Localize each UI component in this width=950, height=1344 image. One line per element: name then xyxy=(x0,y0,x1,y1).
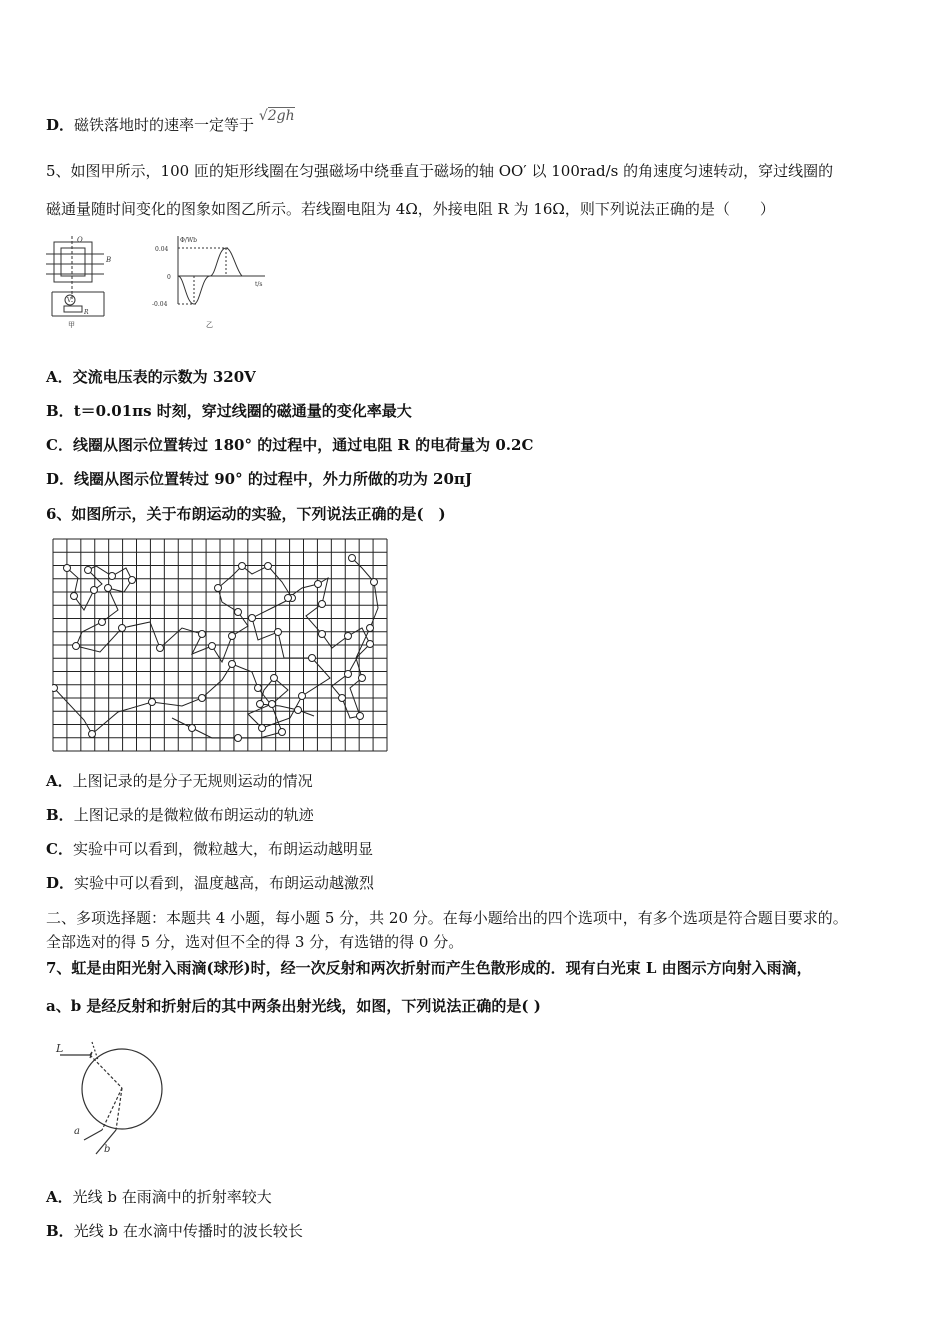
particle-marker xyxy=(64,565,71,572)
coil-figure xyxy=(44,232,124,332)
caption-jia: 甲 xyxy=(68,321,75,329)
particle-marker xyxy=(73,643,80,650)
particle-marker xyxy=(239,563,246,570)
particle-marker xyxy=(235,609,242,616)
option-text: 磁铁落地时的速率一定等于 xyxy=(74,116,255,134)
particle-marker xyxy=(295,707,302,714)
x-axis-label: t/s xyxy=(255,281,263,288)
particle-marker xyxy=(71,593,78,600)
tick-zero: 0 xyxy=(167,274,171,281)
particle-marker xyxy=(229,661,236,668)
particle-marker xyxy=(271,675,278,682)
option-prefix: D． xyxy=(46,116,75,134)
particle-marker xyxy=(215,585,222,592)
tick-pos: 0.04 xyxy=(155,246,169,253)
particle-marker xyxy=(52,685,58,692)
particle-marker xyxy=(99,619,106,626)
particle-marker xyxy=(89,731,96,738)
particle-marker xyxy=(319,631,326,638)
particle-marker xyxy=(269,701,276,708)
particle-marker xyxy=(339,695,346,702)
particle-marker xyxy=(345,633,352,640)
section2-line2: 全部选对的得 5 分，选对但不全的得 3 分，有选错的得 0 分。 xyxy=(46,933,464,951)
raindrop-figure xyxy=(52,1036,172,1162)
particle-marker xyxy=(367,625,374,632)
particle-marker xyxy=(257,701,264,708)
particle-marker xyxy=(105,585,112,592)
particle-marker xyxy=(359,675,366,682)
label-b: b xyxy=(104,1144,111,1155)
caption-yi: 乙 xyxy=(206,321,213,329)
particle-marker xyxy=(299,693,306,700)
sqrt-formula: √2gh xyxy=(258,108,295,124)
q7-option-b: B．光线 b 在水滴中传播时的波长较长 xyxy=(46,1222,303,1240)
particle-marker xyxy=(345,671,352,678)
particle-marker xyxy=(199,631,206,638)
particle-marker xyxy=(91,587,98,594)
particle-marker xyxy=(189,725,196,732)
particle-marker xyxy=(119,625,126,632)
particle-marker xyxy=(85,567,92,574)
particle-marker xyxy=(357,713,364,720)
particle-marker xyxy=(275,629,282,636)
particle-marker xyxy=(255,685,262,692)
q5-stem-line1: 5、如图甲所示，100 匝的矩形线圈在匀强磁场中绕垂直于磁场的轴 OO′ 以 100rad/s 的角速度匀速转动，穿过线圈的 xyxy=(46,162,834,180)
particle-marker xyxy=(149,699,156,706)
label-o: O xyxy=(77,236,83,244)
tick-neg: -0.04 xyxy=(152,301,168,308)
particle-marker xyxy=(265,563,272,570)
particle-marker xyxy=(371,579,378,586)
brownian-grid xyxy=(52,538,388,752)
q5-option-b: B．t＝0.01πs 时刻，穿过线圈的磁通量的变化率最大 xyxy=(46,402,412,420)
particle-marker xyxy=(199,695,206,702)
q7-stem-line1: 7、虹是由阳光射入雨滴(球形)时，经一次反射和两次折射而产生色散形成的．现有白光束 L 由图示方向射入雨滴， xyxy=(46,959,812,977)
particle-marker xyxy=(349,555,356,562)
particle-marker xyxy=(319,601,326,608)
particle-marker xyxy=(157,645,164,652)
particle-marker xyxy=(129,577,136,584)
particle-marker xyxy=(209,643,216,650)
label-a: a xyxy=(74,1126,80,1137)
particle-marker xyxy=(229,633,236,640)
q6-option-d: D．实验中可以看到，温度越高，布朗运动越激烈 xyxy=(46,874,375,892)
particle-marker xyxy=(367,641,374,648)
flux-graph xyxy=(150,232,275,332)
particle-marker xyxy=(259,725,266,732)
q6-option-a: A．上图记录的是分子无规则运动的情况 xyxy=(46,772,313,790)
q6-stem: 6、如图所示，关于布朗运动的实验，下列说法正确的是( ) xyxy=(46,505,446,523)
q6-option-c: C．实验中可以看到，微粒越大，布朗运动越明显 xyxy=(46,840,373,858)
particle-marker xyxy=(309,655,316,662)
label-v: V xyxy=(67,297,72,304)
particle-marker xyxy=(279,729,286,736)
particle-marker xyxy=(109,573,116,580)
q7-stem-line2: a、b 是经反射和折射后的其中两条出射光线，如图，下列说法正确的是( ) xyxy=(46,997,541,1015)
label-b: B xyxy=(106,256,112,264)
particle-marker xyxy=(235,735,242,742)
q5-stem-line2: 磁通量随时间变化的图象如图乙所示。若线圈电阻为 4Ω，外接电阻 R 为 16Ω，则下列说法正确的是（ ） xyxy=(46,200,775,218)
q5-option-a: A．交流电压表的示数为 320V xyxy=(46,368,256,386)
q4-option-d xyxy=(46,108,295,136)
q5-option-d: D．线圈从图示位置转过 90° 的过程中，外力所做的功为 20πJ xyxy=(46,470,473,488)
section2-line1: 二、多项选择题：本题共 4 小题，每小题 5 分，共 20 分。在每小题给出的四个选项中，有多个选项是符合题目要求的。 xyxy=(46,909,848,927)
label-l: L xyxy=(56,1042,64,1055)
particle-marker xyxy=(249,615,256,622)
q5-option-c: C．线圈从图示位置转过 180° 的过程中，通过电阻 R 的电荷量为 0.2C xyxy=(46,436,534,454)
q6-option-b: B．上图记录的是微粒做布朗运动的轨迹 xyxy=(46,806,314,824)
q7-option-a: A．光线 b 在雨滴中的折射率较大 xyxy=(46,1188,272,1206)
y-axis-label: Φ/Wb xyxy=(180,237,197,244)
label-r: R xyxy=(84,309,89,316)
particle-marker xyxy=(285,595,292,602)
particle-marker xyxy=(315,581,322,588)
